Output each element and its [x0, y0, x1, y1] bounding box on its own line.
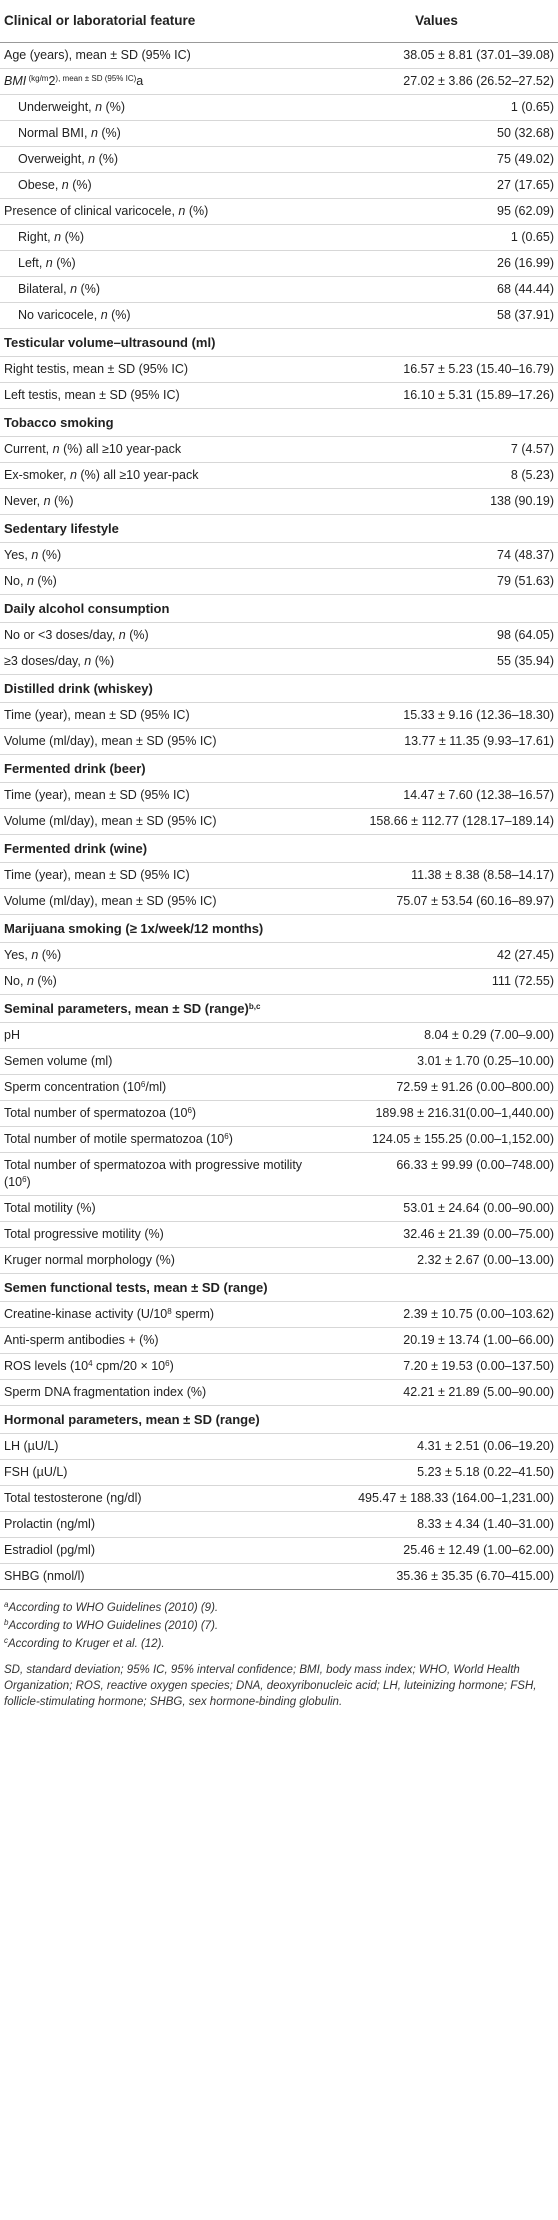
row-value: 16.10 ± 5.31 (15.89–17.26)	[315, 383, 558, 409]
row-value: 495.47 ± 188.33 (164.00–1,231.00)	[315, 1486, 558, 1512]
table-row	[0, 1023, 558, 1049]
row-label: Age (years), mean ± SD (95% IC)	[0, 43, 315, 69]
row-label: pH	[0, 1023, 315, 1049]
table-row	[0, 383, 558, 409]
row-label: Presence of clinical varicocele, n (%)	[0, 199, 315, 225]
table-row	[0, 729, 558, 755]
row-label: Total number of spermatozoa $(10^6)$	[0, 1101, 315, 1127]
table-row	[0, 437, 558, 463]
table-row	[0, 863, 558, 889]
row-label: Total number of spermatozoa with progressive motility $(10^6)$	[0, 1153, 315, 1196]
row-label: Current, n (%) all ≥10 year-pack	[0, 437, 315, 463]
clinical-features-table	[0, 4, 558, 1590]
row-label: Volume (ml/day), mean ± SD (95% IC)	[0, 729, 315, 755]
table-row	[0, 1512, 558, 1538]
row-value: 3.01 ± 1.70 (0.25–10.00)	[315, 1049, 558, 1075]
row-label: Volume (ml/day), mean ± SD (95% IC)	[0, 889, 315, 915]
table-header-row	[0, 4, 558, 43]
row-value: 20.19 ± 13.74 (1.00–66.00)	[315, 1328, 558, 1354]
section-title: Semen functional tests, mean ± SD (range)	[0, 1274, 558, 1302]
row-label: Prolactin (ng/ml)	[0, 1512, 315, 1538]
table-row	[0, 43, 558, 69]
header-feature: Clinical or laboratorial feature	[0, 4, 315, 43]
row-label: ≥3 doses/day, n (%)	[0, 649, 315, 675]
table-row	[0, 1302, 558, 1328]
table-row	[0, 277, 558, 303]
row-value: 79 (51.63)	[315, 569, 558, 595]
row-value: 1 (0.65)	[315, 95, 558, 121]
table-row	[0, 147, 558, 173]
row-label: Obese, n (%)	[0, 173, 315, 199]
row-value: 8.04 ± 0.29 (7.00–9.00)	[315, 1023, 558, 1049]
row-value: 8 (5.23)	[315, 463, 558, 489]
row-label: Normal BMI, n (%)	[0, 121, 315, 147]
row-label: Time (year), mean ± SD (95% IC)	[0, 783, 315, 809]
table-row	[0, 1354, 558, 1380]
table-row	[0, 783, 558, 809]
row-label: Sperm concentration $(10^6/ml)$	[0, 1075, 315, 1101]
table-row	[0, 69, 558, 95]
row-label: Total motility (%)	[0, 1196, 315, 1222]
table-row	[0, 969, 558, 995]
row-value: 14.47 ± 7.60 (12.38–16.57)	[315, 783, 558, 809]
row-value: 66.33 ± 99.99 (0.00–748.00)	[315, 1153, 558, 1196]
row-value: 2.32 ± 2.67 (0.00–13.00)	[315, 1248, 558, 1274]
row-label: Time (year), mean ± SD (95% IC)	[0, 863, 315, 889]
section-title: Fermented drink (beer)	[0, 755, 558, 783]
row-label: SHBG (nmol/l)	[0, 1564, 315, 1590]
table-row	[0, 489, 558, 515]
row-label: Creatine-kinase activity ($U/10^8$ sperm)	[0, 1302, 315, 1328]
row-value: 16.57 ± 5.23 (15.40–16.79)	[315, 357, 558, 383]
row-label: Yes, n (%)	[0, 943, 315, 969]
row-value: 75.07 ± 53.54 (60.16–89.97)	[315, 889, 558, 915]
row-label: Right testis, mean ± SD (95% IC)	[0, 357, 315, 383]
table-row	[0, 1486, 558, 1512]
section-header-row	[0, 1274, 558, 1302]
row-value: 53.01 ± 24.64 (0.00–90.00)	[315, 1196, 558, 1222]
row-value: 58 (37.91)	[315, 303, 558, 329]
row-value: 42.21 ± 21.89 (5.00–90.00)	[315, 1380, 558, 1406]
table-row	[0, 1434, 558, 1460]
row-value: 158.66 ± 112.77 (128.17–189.14)	[315, 809, 558, 835]
row-label: Left, n (%)	[0, 251, 315, 277]
footnote: $^b$According to WHO Guidelines (2010) (7).	[4, 1618, 219, 1632]
section-header-row	[0, 1406, 558, 1434]
section-header-row	[0, 835, 558, 863]
row-value: 138 (90.19)	[315, 489, 558, 515]
section-header-row	[0, 329, 558, 357]
table-row	[0, 1222, 558, 1248]
row-label: No or <3 doses/day, n (%)	[0, 623, 315, 649]
section-title: Daily alcohol consumption	[0, 595, 558, 623]
section-title: Seminal parameters, mean ± SD (range)$^{b,c}$	[0, 995, 558, 1023]
row-label: Volume (ml/day), mean ± SD (95% IC)	[0, 809, 315, 835]
row-value: 95 (62.09)	[315, 199, 558, 225]
table-row	[0, 303, 558, 329]
row-value: 2.39 ± 10.75 (0.00–103.62)	[315, 1302, 558, 1328]
row-value: 35.36 ± 35.35 (6.70–415.00)	[315, 1564, 558, 1590]
row-label: Left testis, mean ± SD (95% IC)	[0, 383, 315, 409]
row-label: Total number of motile spermatozoa $(10^6)$	[0, 1127, 315, 1153]
row-value: 26 (16.99)	[315, 251, 558, 277]
row-label: LH (µU/L)	[0, 1434, 315, 1460]
row-value: 27 (17.65)	[315, 173, 558, 199]
row-label: Total testosterone (ng/dl)	[0, 1486, 315, 1512]
table-row	[0, 943, 558, 969]
table-row	[0, 1380, 558, 1406]
table-row	[0, 1564, 558, 1590]
table-row	[0, 1049, 558, 1075]
row-value: 68 (44.44)	[315, 277, 558, 303]
row-value: 13.77 ± 11.35 (9.93–17.61)	[315, 729, 558, 755]
table-row	[0, 1196, 558, 1222]
section-title: Distilled drink (whiskey)	[0, 675, 558, 703]
row-label: No, n (%)	[0, 969, 315, 995]
row-value: 8.33 ± 4.34 (1.40–31.00)	[315, 1512, 558, 1538]
table-row	[0, 225, 558, 251]
footnote: $^c$According to Kruger et al. (12).	[4, 1636, 165, 1650]
row-value: 50 (32.68)	[315, 121, 558, 147]
row-value: 1 (0.65)	[315, 225, 558, 251]
table-row	[0, 569, 558, 595]
table-row	[0, 1153, 558, 1196]
row-label: Kruger normal morphology (%)	[0, 1248, 315, 1274]
section-header-row	[0, 595, 558, 623]
abbreviations-note: SD, standard deviation; 95% IC, 95% interval confidence; BMI, body mass index; WHO, World Health Organization; ROS, reactive oxygen species; DNA, deoxyribonucleic acid; LH, luteinizing hormone; FSH, follicle-stimulating hormone; SHBG, sex hormone-binding globulin.	[4, 1664, 537, 1708]
row-value: 75 (49.02)	[315, 147, 558, 173]
row-label: Right, n (%)	[0, 225, 315, 251]
table-row	[0, 1101, 558, 1127]
table-row	[0, 703, 558, 729]
section-title: Fermented drink (wine)	[0, 835, 558, 863]
row-value: 7 (4.57)	[315, 437, 558, 463]
section-title: Marijuana smoking (≥ 1x/week/12 months)	[0, 915, 558, 943]
row-value: 11.38 ± 8.38 (8.58–14.17)	[315, 863, 558, 889]
table-row	[0, 1075, 558, 1101]
row-label: Sperm DNA fragmentation index (%)	[0, 1380, 315, 1406]
row-value: 189.98 ± 216.31(0.00–1,440.00)	[315, 1101, 558, 1127]
row-value: 32.46 ± 21.39 (0.00–75.00)	[315, 1222, 558, 1248]
table-row	[0, 543, 558, 569]
table-row	[0, 1127, 558, 1153]
row-label: No, n (%)	[0, 569, 315, 595]
table-row	[0, 649, 558, 675]
table-row	[0, 173, 558, 199]
table-row	[0, 889, 558, 915]
table-row	[0, 1328, 558, 1354]
row-value: 98 (64.05)	[315, 623, 558, 649]
row-label: Total progressive motility (%)	[0, 1222, 315, 1248]
row-label: No varicocele, n (%)	[0, 303, 315, 329]
section-header-row	[0, 409, 558, 437]
section-header-row	[0, 515, 558, 543]
row-label: FSH (µU/L)	[0, 1460, 315, 1486]
row-label: Anti-sperm antibodies + (%)	[0, 1328, 315, 1354]
row-label: Ex-smoker, n (%) all ≥10 year-pack	[0, 463, 315, 489]
row-label: Overweight, n (%)	[0, 147, 315, 173]
row-value: 27.02 ± 3.86 (26.52–27.52)	[315, 69, 558, 95]
row-value: 38.05 ± 8.81 (37.01–39.08)	[315, 43, 558, 69]
row-label: Underweight, n (%)	[0, 95, 315, 121]
section-title: Tobacco smoking	[0, 409, 558, 437]
table-row	[0, 1538, 558, 1564]
row-label: Never, n (%)	[0, 489, 315, 515]
row-value: 111 (72.55)	[315, 969, 558, 995]
row-label: Yes, n (%)	[0, 543, 315, 569]
row-label: Time (year), mean ± SD (95% IC)	[0, 703, 315, 729]
row-value: 15.33 ± 9.16 (12.36–18.30)	[315, 703, 558, 729]
row-value: 124.05 ± 155.25 (0.00–1,152.00)	[315, 1127, 558, 1153]
section-title: Testicular volume–ultrasound (ml)	[0, 329, 558, 357]
table-row	[0, 357, 558, 383]
row-label: Bilateral, n (%)	[0, 277, 315, 303]
row-value: 5.23 ± 5.18 (0.22–41.50)	[315, 1460, 558, 1486]
row-value: 72.59 ± 91.26 (0.00–800.00)	[315, 1075, 558, 1101]
table-row	[0, 121, 558, 147]
row-label: Estradiol (pg/ml)	[0, 1538, 315, 1564]
section-title: Hormonal parameters, mean ± SD (range)	[0, 1406, 558, 1434]
row-value: 7.20 ± 19.53 (0.00–137.50)	[315, 1354, 558, 1380]
header-values: Values	[315, 4, 558, 43]
table-row	[0, 1460, 558, 1486]
table-row	[0, 463, 558, 489]
table-row	[0, 809, 558, 835]
row-label: BMI $^{(kg/m}2^{), mean \pm SD (95\% IC)}a$	[0, 69, 315, 95]
table-row	[0, 95, 558, 121]
table-row	[0, 623, 558, 649]
section-header-row	[0, 755, 558, 783]
table-row	[0, 199, 558, 225]
section-header-row	[0, 675, 558, 703]
row-label: ROS levels ($10^4$ $cpm/20 \times 10^6$)	[0, 1354, 315, 1380]
row-value: 4.31 ± 2.51 (0.06–19.20)	[315, 1434, 558, 1460]
table-row	[0, 1248, 558, 1274]
footnote: $^a$According to WHO Guidelines (2010) (9).	[4, 1600, 219, 1614]
row-value: 25.46 ± 12.49 (1.00–62.00)	[315, 1538, 558, 1564]
row-value: 42 (27.45)	[315, 943, 558, 969]
row-label: Semen volume (ml)	[0, 1049, 315, 1075]
section-header-row	[0, 995, 558, 1023]
row-value: 74 (48.37)	[315, 543, 558, 569]
row-value: 55 (35.94)	[315, 649, 558, 675]
table-footnotes	[0, 1590, 558, 1710]
table-row	[0, 251, 558, 277]
section-title: Sedentary lifestyle	[0, 515, 558, 543]
section-header-row	[0, 915, 558, 943]
